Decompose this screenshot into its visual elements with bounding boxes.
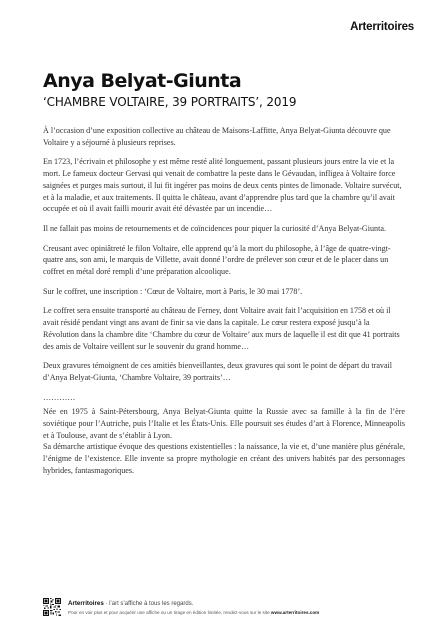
paragraph-5: Sur le coffret, une inscription : ‘Cœur de Voltaire, mort à Paris, le 30 mai 1778’. [43, 286, 303, 296]
footer-note: Pour en voir plus et pour acquérir une affiche ou un tirage en édition limitée, rendez-vous sur le site [68, 610, 271, 615]
bio-paragraph-1: Née en 1975 à Saint-Pétersbourg, Anya Belyat-Giunta quitte la Russie avec sa famille à la fin de l’ère soviétique pour l’Autriche, puis l’Italie et les États-Unis. Elle poursuit ses études d’art à Florence, Minneapolis et à Toulouse, avant de s’établir à Lyon. [43, 407, 405, 440]
footer-tagline-line [68, 599, 418, 609]
paragraph-6: Le coffret sera ensuite transporté au château de Ferney, dont Voltaire avait fait l’acquisition en 1758 et où il avait résidé pendant vingt ans avant de finir sa vie dans la capitale. Le cœur restera exposé jusqu’à la Révolution dans la chambre dite ‘Chambre du cœur de Voltaire’ aux murs de laquelle il est dit que 41 portraits des amis de Voltaire veillent sur le souvenir du grand homme… [43, 306, 400, 351]
footer-tagline: · l’art s’affiche à tous les regards. [103, 601, 194, 607]
footer-brand: Arterritoires [68, 600, 104, 607]
paragraph-1: À l’occasion d’une exposition collective au château de Maisons-Laffitte, Anya Belyat-Giunta découvre que Voltaire y a séjourné à plusieurs reprises. [43, 126, 391, 147]
paragraph-7: Deux gravures témoignent de ces amitiés bienveillantes, deux gravures qui sont le point de départ du travail d’Anya Belyat-Giunta, ‘Chambre Voltaire, 39 portraits’… [43, 361, 393, 382]
footer-text [68, 599, 418, 617]
footer [43, 598, 415, 618]
paragraph-3: Il ne fallait pas moins de retournements et de coïncidences pour piquer la curiosité d’Anya Belyat-Giunta. [43, 223, 386, 233]
separator: ………… [43, 392, 76, 402]
bio-paragraph-2: Sa démarche artistique évoque des questions existentielles : la naissance, la vie et, d’une manière plus générale, l’énigme de l’existence. Elle invente sa propre mythologie en créant des univers habités par des personnages hybrides, fantasmagoriques. [43, 442, 405, 475]
footer-website-link[interactable]: www.arterritoires.com [270, 610, 320, 615]
brand-logo: Arterritoires [350, 21, 414, 33]
article-body [43, 125, 405, 384]
article [43, 69, 405, 477]
article-title: Anya Belyat-Giunta [43, 70, 242, 92]
qr-code-icon[interactable] [43, 598, 61, 616]
footer-note-line [68, 609, 418, 617]
paragraph-4: Creusant avec opiniâtreté le filon Voltaire, elle apprend qu’à la mort du philosophe, à l’âge de quatre-vingt-quatre ans, son ami, le marquis de Villette, avait donné l’ordre de prélever son cœur et de le placer dans un coffret en métal doré rempli d’une préparation alcoolique. [43, 243, 391, 277]
article-subtitle: ‘CHAMBRE VOLTAIRE, 39 PORTRAITS’, 2019 [43, 95, 297, 109]
paragraph-2: En 1723, l’écrivain et philosophe y est même resté alité longuement, passant plusieurs jours entre la vie et la mort. Le fameux docteur Gervasi qui venait de combattre la peste dans le Gévaudan, infligea à Voltaire force saignées et purges mais surtout, il lui fit ingérer pas moins de deux cents pintes de limonade. Voltaire survécut, et à la maladie, et aux traitements. Il quitta le château, avant d’apprendre plus tard que la chambre qu’il avait occupée et où il avait failli mourir avait été dévastée par un incendie… [43, 157, 402, 214]
artist-bio [43, 406, 405, 476]
